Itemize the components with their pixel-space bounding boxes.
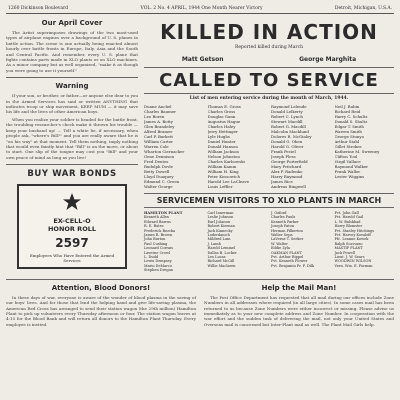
visitor-name: Loderdanich	[207, 233, 230, 238]
visitor-name: Pfc. Leanne Kowek	[334, 237, 369, 242]
service-name: Neil J. Rubin	[334, 104, 360, 109]
visitor-name: Robert Kiernan	[207, 224, 235, 229]
visitor-name: L. W. Balskhad	[334, 219, 361, 224]
service-name: Duane Anchel	[144, 104, 172, 109]
masthead-strip	[6, 4, 394, 14]
honor-roll-subtitle: Employees Who Have Entered the Armed Services	[29, 253, 115, 264]
visitor-name: Pvt. Benjamin Pr. F. Dilk	[271, 263, 314, 268]
plant-heading: HAMILTON PLANT	[144, 211, 183, 215]
visitor-name: Leonard Corrais	[144, 246, 174, 251]
service-name: Raymond Walker	[334, 164, 369, 169]
visitor-name: Vern. Wm. E. Forman	[334, 263, 373, 268]
service-name: Raymond Lelende	[271, 104, 307, 109]
visitor-name: Willie Maclaren	[207, 263, 236, 268]
visitor-name: Pvt. Arthur Rippel	[271, 255, 304, 260]
kia-name: George Marghita	[299, 56, 357, 63]
killed-in-action-names	[144, 56, 394, 63]
kia-name: Matt Getson	[181, 56, 224, 63]
plant-column	[335, 211, 395, 273]
visitor-name: Laverne Crowl	[144, 250, 171, 255]
honor-roll-count: 2597	[55, 236, 89, 251]
visitor-name: James R. Brown	[144, 233, 173, 238]
service-name: George Porterfield	[271, 159, 308, 164]
visitor-name: Earl Johnson	[207, 219, 231, 224]
service-name: James Rice	[271, 179, 293, 184]
war-bonds-banner: BUY WAR BONDS	[27, 169, 117, 180]
divider	[6, 77, 138, 78]
service-name: Clifton Tool	[334, 154, 358, 159]
warning-paragraph: When you realize your soldier is headed for the battle front, the troubling researcher's check make it thrown his trouble —keep your husband up! ... Tell a white lie, if necessary, when people ask, "where's Bill?" and you are really aware that he is "on his way" at that moment. Tell them nothing, imply nothing that would even faintly hint that "Bill" is on the move, or about to start. One slip of the tongue may cost you "Bill" and your own peace of mind as long as you live!	[6, 116, 138, 160]
service-name: Charles Gross	[207, 109, 236, 114]
mail-man-title: Help the Mail Man!	[261, 283, 337, 292]
visitor-name: Mario DeMarco	[144, 263, 172, 268]
service-name: Donald G. Oben	[271, 139, 303, 144]
visitor-name: Dallas B. Locker	[207, 250, 237, 255]
service-name: Alex P. Radenko	[271, 169, 303, 174]
visitor-name: MASTIF PLANT	[334, 246, 363, 251]
service-name: Andreas Ringwell	[271, 184, 306, 189]
servicemen-visitors-title: SERVICEMEN VISITORS TO XLO PLANTS IN MARCH	[144, 193, 394, 208]
visitor-name: L. Dudd	[144, 255, 159, 260]
service-name: Louis Leffler	[207, 184, 233, 189]
service-name: William Jackson	[207, 149, 239, 154]
visitor-name: Eddie Zyla	[271, 246, 290, 251]
plant-column	[271, 211, 331, 273]
star-icon	[62, 192, 82, 212]
visitor-name: Carl Innerman	[207, 211, 234, 215]
visitor-name: Frederick Bezcka	[144, 228, 176, 233]
visitor-name: OAKMAN PLANT	[271, 250, 302, 255]
visitor-name: Lewis Dempsey	[144, 259, 172, 264]
service-name: Harold G. Oliver	[271, 144, 304, 149]
visitor-name: Jack Kinnecky	[207, 228, 233, 233]
plant-column	[208, 211, 268, 273]
service-name: Harold Lee LaCleave	[207, 179, 250, 184]
visitor-name: Leslie Johnson	[207, 215, 234, 220]
service-name: Daniel Hunter	[207, 139, 236, 144]
visitor-name: Harold Lemmel	[207, 246, 236, 251]
service-name: Thomas E. Gross	[207, 104, 241, 109]
service-name: Wharton Ciernacker	[144, 149, 185, 154]
service-name: William Carter	[144, 139, 174, 144]
service-name	[335, 184, 395, 189]
main-columns	[6, 18, 394, 273]
blood-donors-article	[6, 284, 196, 327]
honor-roll-title-1: EX-CELL-O	[53, 217, 91, 226]
visitor-name: Ralph Scavuzzo	[334, 241, 363, 246]
visitor-name: Herman Pilkerton	[271, 228, 303, 233]
service-name: Warren Cole	[144, 144, 169, 149]
honor-roll-title-2: HONOR ROLL	[47, 225, 96, 234]
service-name: Rudolph Dovle	[144, 164, 173, 169]
visitor-name: J. Lamb	[207, 241, 221, 246]
plant-column	[144, 211, 204, 273]
service-name: Walter George	[144, 184, 173, 189]
service-name: Frank Peciel	[271, 149, 296, 154]
masthead-address: 1260 Dickinson Boulevard	[8, 6, 69, 11]
cover-paragraph: The Artist superimposes drawings of the two most-used types of airplane engines over a background of U. S. planes in battle action. The scene is one actually being enacted almost hourly over battle fronts in Europe, Italy, Asia and the South and Central Pacific. And remember, every U. S. plane that fights contains parts made in XLO plants or on XLO machines. As a minor company but as well organized, "make it as though you were going to use it yourself."	[6, 30, 138, 73]
masthead-location: Detroit, Michigan, U.S.A.	[334, 6, 392, 11]
killed-in-action-subtitle: Reported killed during March	[234, 45, 304, 50]
service-name: Lyle Hughs	[207, 134, 230, 139]
service-name: Dolores R. McGinley	[271, 134, 312, 139]
masthead-issue: VOL. 2 No. 4 APRIL, 1944 One Month Nearer Victory	[140, 6, 263, 11]
bottom-articles	[6, 279, 394, 327]
service-name: Gillet Strokes	[334, 144, 362, 149]
service-name: Betty Dowell	[144, 169, 170, 174]
service-name: Warren Smith	[334, 129, 362, 134]
service-name: George Stunyo	[334, 134, 364, 139]
visitor-name: J. Oxford	[271, 211, 287, 215]
service-name: Malcolm Macklund	[271, 129, 309, 134]
visitor-name: Kenneth Parker	[271, 219, 299, 224]
visitor-name: LaVerne T. Seeker	[271, 237, 304, 242]
visitor-name: Lieut. J. W. Sears	[334, 255, 365, 260]
called-to-service-subtitle: List of men entering service during the month of March, 1944.	[189, 96, 349, 101]
service-name: Charles Karbowski	[207, 159, 245, 164]
visitor-name: Pvt. Stanley Hitchings	[334, 228, 375, 233]
service-name: Harry Raymond	[271, 174, 303, 179]
service-name: Fred Deutes	[144, 159, 169, 164]
right-column	[144, 18, 394, 273]
service-names-list	[144, 104, 394, 189]
service-name: Glen Brandeley	[144, 124, 175, 129]
visitor-name: Pvt. Harold Gail	[334, 215, 363, 220]
service-name: Virgil Vallace	[334, 159, 361, 164]
visitor-name: Harry Blomster	[334, 224, 363, 229]
service-name: Donald S. Shultz	[334, 119, 368, 124]
service-name: Edmund C. Green	[144, 179, 180, 184]
service-name: Arthur Stahl	[334, 139, 360, 144]
service-name: Gene Dennison	[144, 154, 174, 159]
mail-man-article	[204, 284, 394, 327]
service-name: Frank Waller	[334, 169, 361, 174]
service-name: Stewart Macdill	[271, 119, 303, 124]
visitor-name: Walter Sepa	[271, 233, 293, 238]
service-name: Katherine M. Sweeney	[334, 149, 380, 154]
visitor-name: Pvt. John Gall	[334, 211, 359, 215]
service-name: Donald Lelkerty	[271, 109, 303, 114]
killed-in-action-title: KILLED IN ACTION	[160, 20, 378, 44]
plant-visitors-list	[144, 211, 394, 273]
service-name: William Kamm	[207, 164, 237, 169]
blood-donors-body: In these days of war, everyone is aware of the wonder of blood plasma in the saving of our boys' lives. And for those that lend the helping hand and give life-saving plasma, the American Red Cross has arranged to send their station wagon (the 29th million) Hamilton Plant to pick up volunteers every Thursday afternoon or four. The station wagon leaves at 4:15 for the Blood Bank and will return all donors to the Hamilton Plant Thursday. Every employee is invited.	[6, 294, 196, 327]
service-name: Peter Kossowich	[207, 174, 240, 179]
service-name: Carl P. Burkett	[144, 134, 173, 139]
service-name: Robert C. Lynch	[271, 114, 303, 119]
visitor-name: Kenneth Allen	[144, 215, 170, 220]
service-name: Douglas Gunn	[207, 114, 236, 119]
visitor-name: Mildred Lam	[207, 237, 231, 242]
service-name: Richard Reid	[334, 109, 361, 114]
service-name: Nelson Johnston	[207, 154, 240, 159]
service-name: Edgar T. Smith	[334, 124, 364, 129]
visitor-name: Jack Powell	[334, 250, 355, 255]
visitor-name: Leo Lucas	[207, 255, 226, 260]
visitor-name: Pvt. Kenneth Flower	[271, 259, 308, 264]
service-name: James A. Botty	[144, 119, 173, 124]
service-name: Jerry Hettinger	[207, 129, 238, 134]
cover-article-title: Our April Cover	[41, 19, 103, 27]
visitor-name: WOODWIN WILSON	[334, 259, 372, 264]
service-name: Charles Baumer	[144, 109, 176, 114]
service-name: Joseph Pless	[271, 154, 296, 159]
visitor-name: Edward Barrus	[144, 219, 171, 224]
visitor-name: W. Walter	[271, 241, 288, 246]
service-name: Lester Wiggins	[334, 174, 365, 179]
visitor-name: Stephen Dregan	[144, 268, 173, 273]
left-column	[6, 18, 138, 273]
mail-man-body: The Post Office Department has requested that all mail during our offices include Zone Numbers in all addresses where required (in all large cities). In some cases mail has been returned to us because Zone Numbers were either incorrect or missing. Please advise us immediately as to your new complete address and Zone Number. In cooperation with the war effort and the sudden task of delivering the mail, not only your United States and Overseas mail is concerned but Inter-Plant mail as well. The Plant Mail Girls help.	[204, 294, 394, 327]
visitor-name: Paul Cushing	[144, 241, 168, 246]
divider	[6, 164, 138, 165]
visitor-name: John Burton	[144, 237, 166, 242]
visitor-name: Joseph Paton	[271, 224, 295, 229]
visitor-name: Pvt. Harvey Kovaleff	[334, 233, 371, 238]
visitor-name: R. E. Bates	[144, 224, 164, 229]
called-to-service-title: CALLED TO SERVICE	[144, 67, 394, 94]
warning-paragraph: If your son, or brother, or father—or anyone else dear to you in the Armed Services has said or written ANYTHING that indicates troop or ship movement, KEEP MUM — it may save his life and the lives of other American boys.	[6, 93, 138, 115]
warning-article-title: Warning	[55, 82, 89, 91]
service-name: Donald Hanson	[207, 144, 238, 149]
service-name: William H. King	[207, 169, 239, 174]
blood-donors-title: Attention, Blood Donors!	[51, 283, 151, 292]
service-name: Alfred Bramer	[144, 129, 173, 134]
honor-roll-box	[17, 184, 127, 269]
service-name: Robert G. Macdill	[271, 124, 306, 129]
visitor-name: Richard McGill	[207, 259, 235, 264]
service-name: Augustus Hague	[207, 119, 241, 124]
service-name: Leo Boren	[144, 114, 165, 119]
service-name: Harry C. Schultz	[334, 114, 368, 119]
service-name: Mary Pritchard	[271, 164, 302, 169]
visitor-name: Charles Pauls	[271, 215, 296, 220]
warning-article-body	[6, 93, 138, 160]
service-name: Lloyd Duaquey	[144, 174, 174, 179]
service-name: Charles Haley	[207, 124, 236, 129]
cover-article-body	[6, 30, 138, 73]
